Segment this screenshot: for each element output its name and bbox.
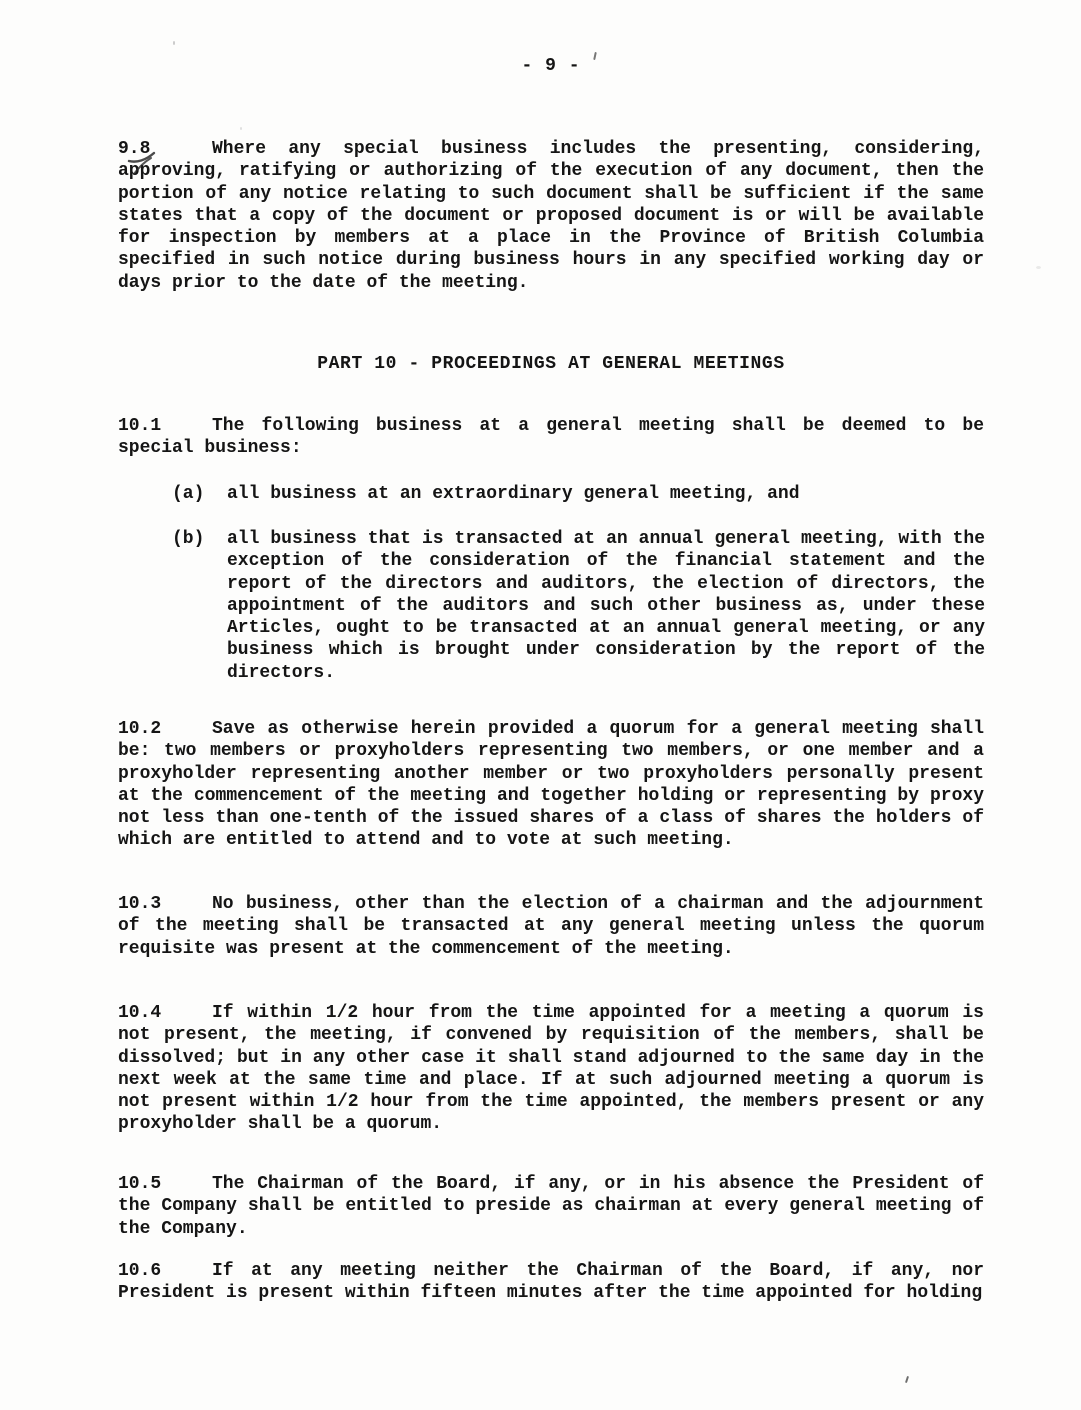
- scan-speck: [306, 215, 309, 218]
- list-item-a-text: all business at an extraordinary general meeting, and: [227, 484, 800, 504]
- section-10-4: [118, 1002, 984, 1136]
- section-10-2-number: 10.2: [118, 719, 162, 739]
- section-10-2-text: Save as otherwise herein provided a quorum for a general meeting shall be: two members or proxyholders representing two members, or one member and a proxyholder representing another member or two proxyholders personally present at the commencement of the meeting and together holding or representing by proxy not less than one-tenth of the issued shares of a class of shares the holders of which are entitled to attend and to vote at such meeting.: [118, 719, 984, 851]
- section-10-4-text: If within 1/2 hour from the time appointed for a meeting a quorum is not present, the meeting, if convened by requisition of the members, shall be dissolved; but in any other case it shall stand adjourned to the same day in the next week at the same time and place. If at such adjourned meeting a quorum is not present within 1/2 hour from the time appointed, the members present or any proxyholder shall be a quorum.: [118, 1003, 984, 1135]
- section-9-8: [118, 138, 984, 294]
- stray-pen-mark: [124, 150, 166, 178]
- page-number: - 9 -: [521, 56, 581, 76]
- section-10-1-text: The following business at a general meeting shall be deemed to be special business:: [118, 416, 984, 459]
- stray-ink-mark-bottom: [905, 1376, 909, 1383]
- section-10-6-number: 10.6: [118, 1261, 162, 1281]
- list-item-a-marker: (a): [172, 484, 205, 504]
- list-item-a: [172, 483, 985, 505]
- section-9-8-number: 9.8: [118, 139, 151, 159]
- list-item-b: [172, 528, 985, 684]
- list-item-b-text: all business that is transacted at an annual general meeting, with the exception of the consideration of the financial statement and the report of the directors and auditors, the election of directors, the appointment of the auditors and such other business as, under these Articles, ought to be transacted at an annual general meeting, or any business which is brought under consideration by the report of the directors.: [227, 529, 985, 683]
- section-10-3-number: 10.3: [118, 894, 162, 914]
- section-10-4-number: 10.4: [118, 1003, 162, 1023]
- section-10-2: [118, 718, 984, 852]
- section-10-5: [118, 1173, 984, 1240]
- scan-speck: [173, 41, 175, 45]
- part-heading: PART 10 - PROCEEDINGS AT GENERAL MEETINGS: [317, 354, 785, 374]
- list-item-b-marker: (b): [172, 529, 205, 549]
- section-10-3-text: No business, other than the election of a chairman and the adjournment of the meeting shall be transacted at any general meeting unless the quorum requisite was present at the commencement of the meeting.: [118, 894, 984, 959]
- section-10-6: [118, 1260, 984, 1305]
- section-10-5-number: 10.5: [118, 1174, 162, 1194]
- section-10-3: [118, 893, 984, 960]
- section-9-8-text: Where any special business includes the presenting, considering, approving, ratifying or authorizing of the execution of any document, then the portion of any notice relating to such document shall be sufficient if the same states that a copy of the document or proposed document is or will be available for inspection by members at a place in the Province of British Columbia specified in such notice during business hours in any specified working day or days prior to the date of the meeting.: [118, 139, 984, 293]
- scan-speck: [240, 127, 242, 130]
- scan-speck: [1036, 266, 1041, 269]
- section-10-1: [118, 415, 984, 460]
- section-10-5-text: The Chairman of the Board, if any, or in his absence the President of the Company shall be entitled to preside as chairman at every general meeting of the Company.: [118, 1174, 984, 1239]
- section-10-6-text: If at any meeting neither the Chairman of the Board, if any, nor President is present within fifteen minutes after the time appointed for holding: [118, 1261, 984, 1304]
- section-10-1-number: 10.1: [118, 416, 162, 436]
